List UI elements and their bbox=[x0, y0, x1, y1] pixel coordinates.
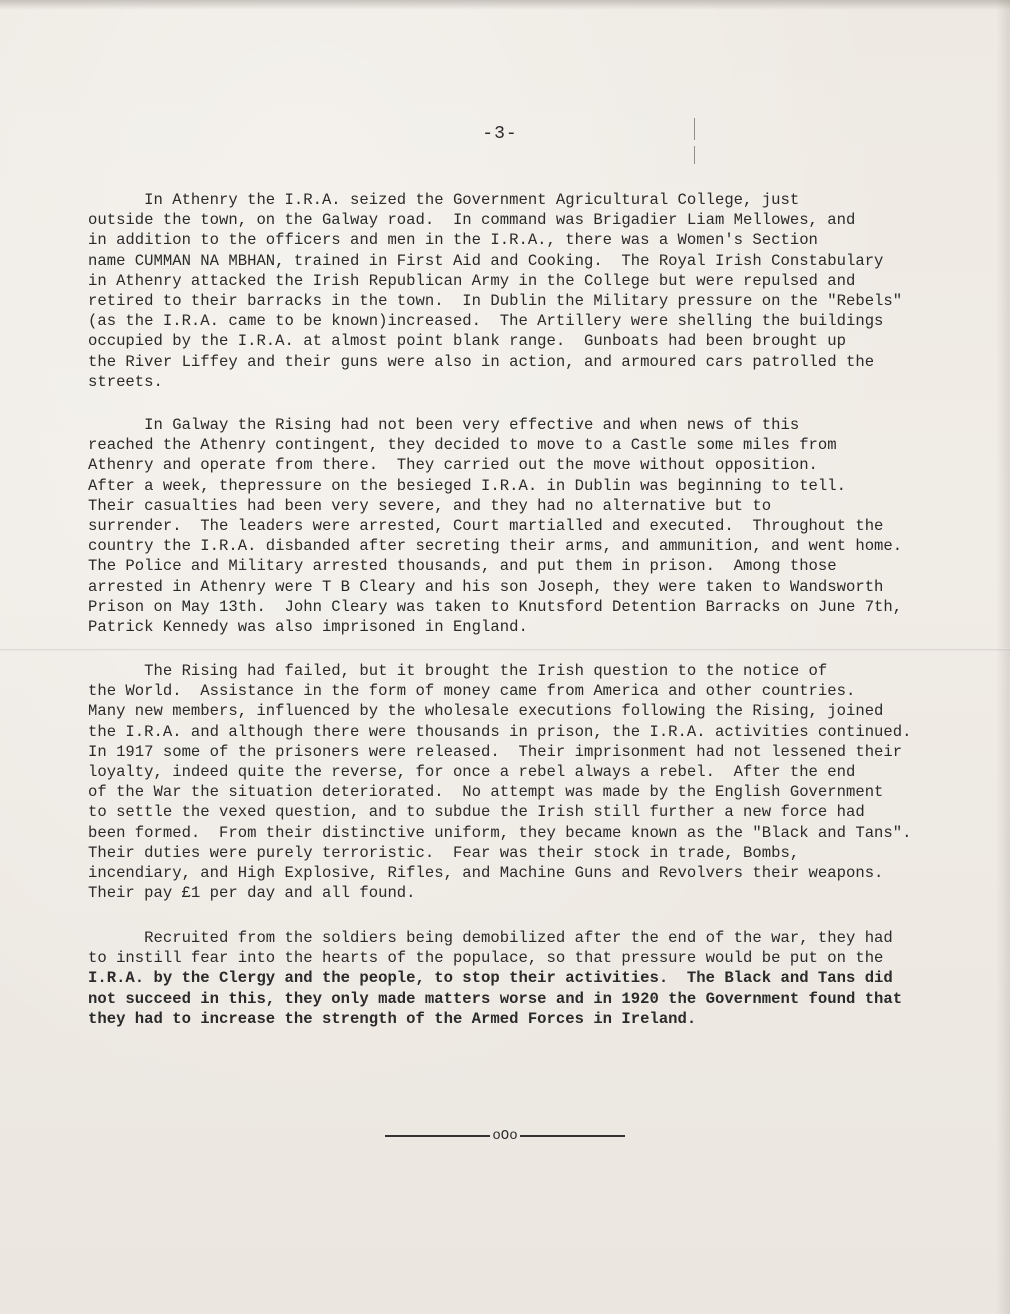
ornament-rule-left bbox=[385, 1135, 490, 1137]
paragraph-rising-failed: The Rising had failed, but it brought the Irish question to the notice of the World. Assistance in the form of money came from America and other countries. Many new members, influenced by the wholesale executions following the Rising, joined the I.R.A. and although there were thousands in prison, the I.R.A. activities continued. In 1917 some of the prisoners were released. Their imprisonment had not lessened their loyalty, indeed quite the reverse, for once a rebel always a rebel. After the end of the War the situation deteriorated. No attempt was made by the English Government to settle the vexed question, and to subdue the Irish still further a new force had been formed. From their distinctive uniform, they became known as the "Black and Tans". Their duties were purely terroristic. Fear was their stock in trade, Bombs, incendiary, and High Explosive, Rifles, and Machine Guns and Revolvers their weapons. Their pay £1 per day and all found. bbox=[88, 662, 912, 903]
end-ornament bbox=[0, 1128, 1010, 1145]
page-right-edge-shadow bbox=[996, 0, 1010, 1314]
page-top-edge-shadow bbox=[0, 0, 1010, 10]
paragraph-black-and-tans: Recruited from the soldiers being demobilized after the end of the war, they had to instill fear into the hearts of the populace, so that pressure would be put on the I.R.A. by the Clergy and the people, to stop their activities. The Black and Tans did not succeed in this, they only made matters worse and in 1920 the Government found that they had to increase the strength of the Armed Forces in Ireland. bbox=[88, 929, 903, 1028]
pencil-mark bbox=[694, 146, 695, 164]
ornament-mark: oOo bbox=[492, 1128, 518, 1144]
paragraph-galway-rising: In Galway the Rising had not been very effective and when news of this reached the Athenry contingent, they decided to move to a Castle some miles from Athenry and operate from there. They carried out the move without opposition. After a week, thepressure on the besieged I.R.A. in Dublin was beginning to tell. Their casualties had been very severe, and they had no alternative but to surrender. The leaders were arrested, Court martialled and executed. Throughout the country the I.R.A. disbanded after secreting their arms, and ammunition, and went home. The Police and Military arrested thousands, and put them in prison. Among those arrested in Athenry were T B Cleary and his son Joseph, they were taken to Wandsworth Prison on May 13th. John Cleary was taken to Knutsford Detention Barracks on June 7th, Patrick Kennedy was also imprisoned in England. bbox=[88, 416, 903, 637]
paragraph-athenry-college: In Athenry the I.R.A. seized the Government Agricultural College, just outside the town, on the Galway road. In command was Brigadier Liam Mellowes, and in addition to the officers and men in the I.R.A., there was a Women's Section name CUMMAN NA MBHAN, trained in First Aid and Cooking. The Royal Irish Constabulary in Athenry attacked the Irish Republican Army in the College but were repulsed and retired to their barracks in the town. In Dublin the Military pressure on the "Rebels" (as the I.R.A. came to be known)increased. The Artillery were shelling the buildings occupied by the I.R.A. at almost point blank range. Gunboats had been brought up the River Liffey and their guns were also in action, and armoured cars patrolled the streets. bbox=[88, 191, 903, 391]
page-fold-crease bbox=[0, 648, 1010, 651]
ornament-rule-right bbox=[520, 1135, 625, 1137]
page-number: -3- bbox=[482, 124, 518, 144]
